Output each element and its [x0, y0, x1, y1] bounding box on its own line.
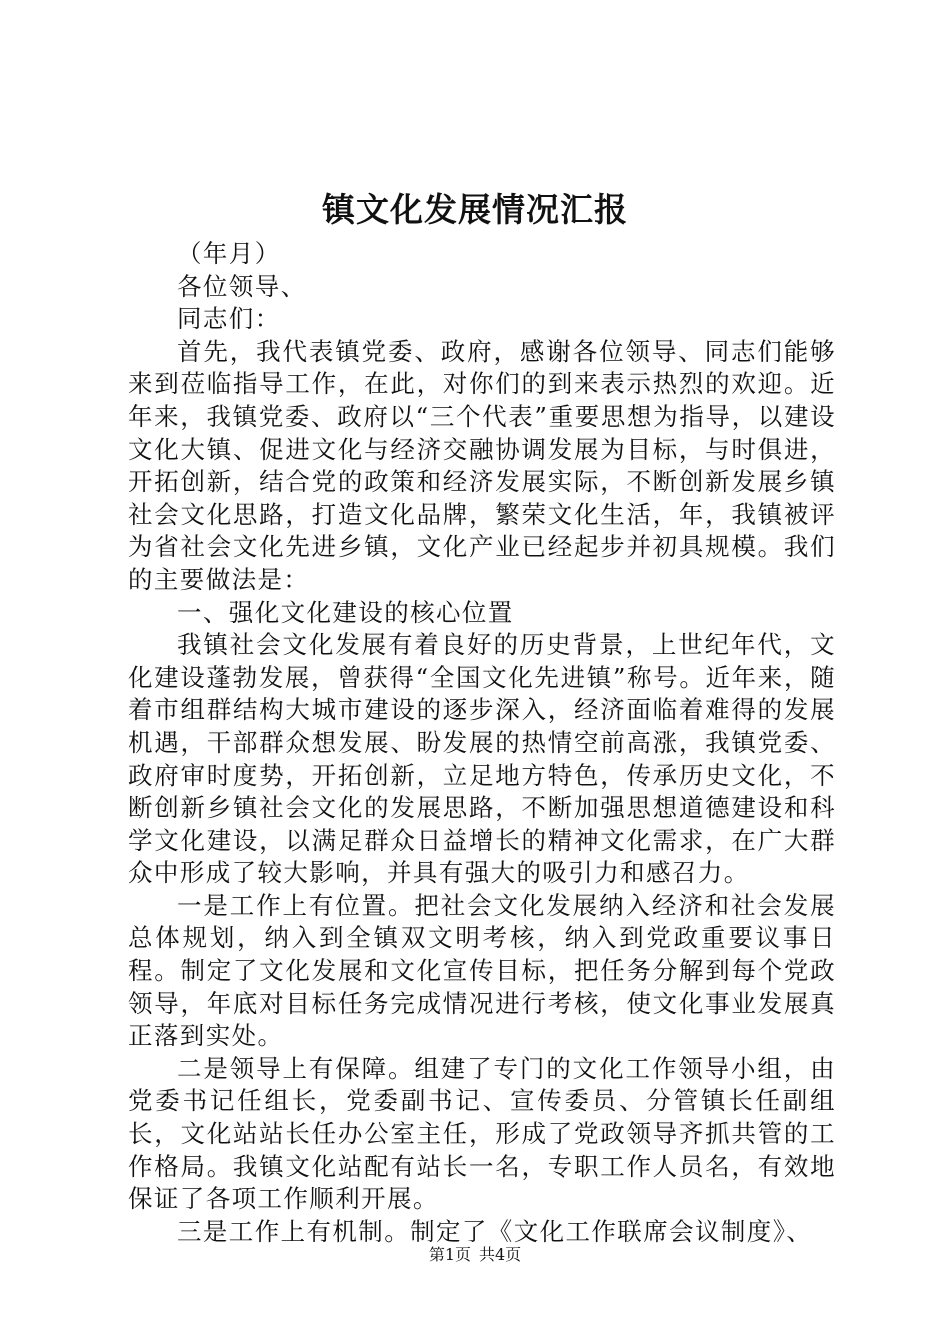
paragraph-point-3: 三是工作上有机制。制定了《文化工作联席会议制度》、 — [177, 1216, 813, 1246]
page-footer — [0, 1243, 950, 1267]
date-line: （年月） — [177, 239, 281, 268]
paragraph-background: 我镇社会文化发展有着良好的历史背景，上世纪年代，文化建设蓬勃发展，曾获得“全国文化先进镇”称号。近年来，随着市组群结构大城市建设的逐步深入，经济面临着难得的发展机遇，干部群众想发展、盼发展的热情空前高涨，我镇党委、政府审时度势，开拓创新，立足地方特色，传承历史文化，不断创新乡镇社会文化的发展思路，不断加强思想道德建设和科学文化建设，以满足群众日益增长的精神文化需求，在广大群众中形成了较大影响，并具有强大的吸引力和感召力。 — [128, 630, 836, 888]
salutation-leaders: 各位领导、 — [177, 271, 307, 301]
document-title: 镇文化发展情况汇报 — [322, 190, 628, 229]
salutation-comrades: 同志们： — [177, 304, 281, 334]
section-heading-1: 一、强化文化建设的核心位置 — [177, 597, 514, 627]
document-body — [128, 238, 836, 1248]
paragraph-point-2: 二是领导上有保障。组建了专门的文化工作领导小组，由党委书记任组长，党委副书记、宣传委员、分管镇长任副组长，文化站站长任办公室主任，形成了党政领导齐抓共管的工作格局。我镇文化站配有站长一名，专职工作人员名，有效地保证了各项工作顺利开展。 — [128, 1053, 836, 1214]
page-number: 第1页 — [428, 1245, 471, 1264]
paragraph-point-1: 一是工作上有位置。把社会文化发展纳入经济和社会发展总体规划，纳入到全镇双文明考核，纳入到党政重要议事日程。制定了文化发展和文化宣传目标，把任务分解到每个党政领导，年底对目标任务完成情况进行考核，使文化事业发展真正落到实处。 — [128, 890, 836, 1051]
page-total: 共4页 — [479, 1245, 522, 1264]
paragraph-intro: 首先，我代表镇党委、政府，感谢各位领导、同志们能够来到莅临指导工作，在此，对你们的到来表示热烈的欢迎。近年来，我镇党委、政府以“三个代表”重要思想为指导，以建设文化大镇、促进文化与经济交融协调发展为目标，与时俱进，开拓创新，结合党的政策和经济发展实际，不断创新发展乡镇社会文化思路，打造文化品牌，繁荣文化生活，年，我镇被评为省社会文化先进乡镇，文化产业已经起步并初具规模。我们的主要做法是： — [128, 336, 836, 594]
